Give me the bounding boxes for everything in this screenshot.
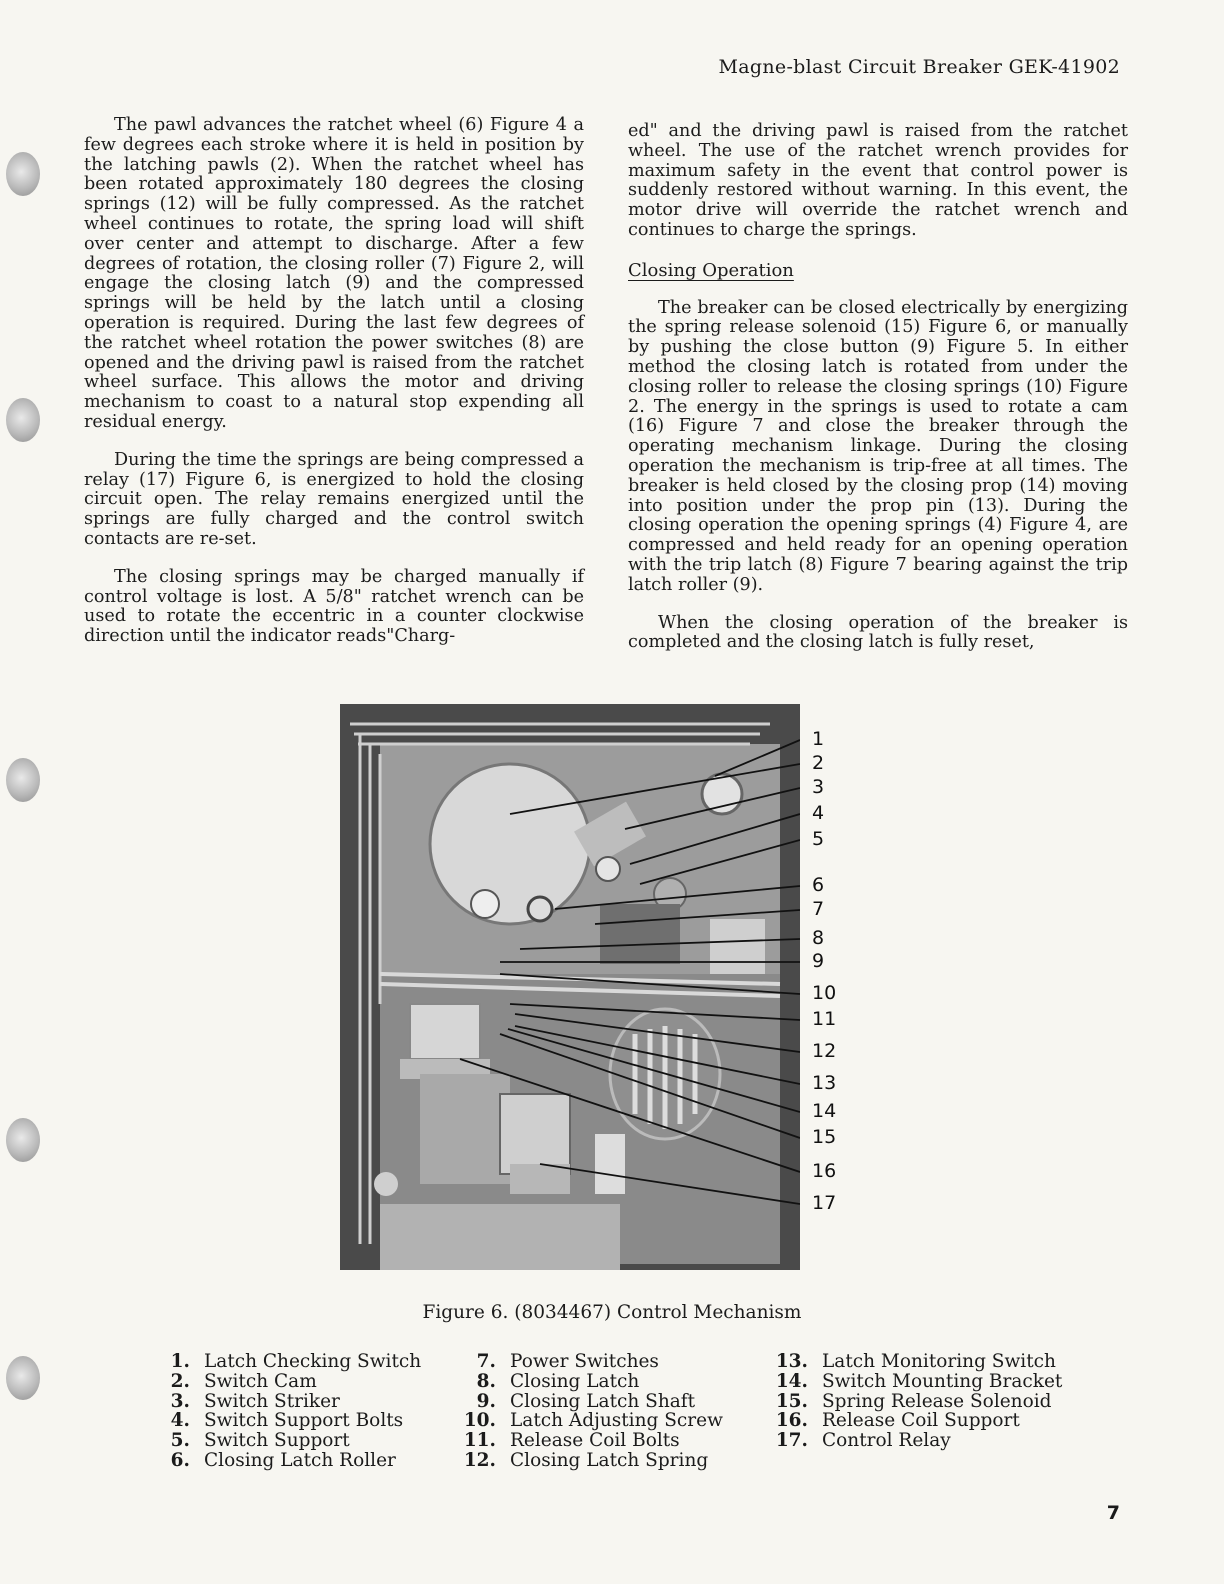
callout-number: 11	[812, 1008, 837, 1030]
callout-number: 13	[812, 1072, 837, 1094]
mechanism-photo	[340, 704, 800, 1270]
binder-hole	[6, 398, 40, 442]
left-column	[84, 116, 584, 665]
legend-item: 13. Latch Monitoring Switch	[775, 1351, 1056, 1372]
binder-hole	[6, 758, 40, 802]
legend-item: 12. Closing Latch Spring	[463, 1449, 709, 1471]
legend-column	[456, 1352, 723, 1471]
legend-item: 11. Release Coil Bolts	[463, 1430, 680, 1452]
binder-hole	[6, 1118, 40, 1162]
legend-column	[160, 1352, 421, 1471]
legend-item: 16. Release Coil Support	[775, 1410, 1020, 1432]
callout-number: 17	[812, 1192, 837, 1214]
callout-number: 9	[812, 950, 825, 972]
legend-item: 9. Closing Latch Shaft	[476, 1390, 696, 1412]
legend-item: 17. Control Relay	[775, 1430, 951, 1452]
right-column	[628, 122, 1128, 671]
callout-number: 2	[812, 752, 825, 774]
callout-number: 4	[812, 802, 825, 824]
callout-number: 5	[812, 828, 825, 850]
legend-item: 15. Spring Release Solenoid	[775, 1390, 1052, 1412]
figure-caption: Figure 6. (8034467) Control Mechanism	[422, 1302, 802, 1323]
page-number: 7	[1106, 1502, 1120, 1524]
paragraph: When the closing operation of the breaker is completed and the closing latch is fully reset,	[628, 612, 1128, 653]
page-header: Magne-blast Circuit Breaker GEK-41902	[718, 56, 1120, 78]
paragraph: The breaker can be closed electrically by energizing the spring release solenoid (15) Figure 6, or manually by pushing the close button (9) Figure 5. In either method the closing latch is rotated from under the closing roller to release the closing springs (10) Figure 2. The energy in the springs is used to rotate a cam (16) Figure 7 and close the breaker through the operating mechanism linkage. During the closing operation the mechanism is trip-free at all times. The breaker is held closed by the closing prop (14) moving into position under the prop pin (13). During the closing operation the opening springs (4) Figure 4, are compressed and held ready for an opening operation with the trip latch (8) Figure 7 bearing against the trip latch roller (9).	[628, 297, 1128, 595]
legend-item: 8. Closing Latch	[476, 1370, 640, 1392]
callout-number: 10	[812, 982, 837, 1004]
paragraph: The closing springs may be charged manually if control voltage is lost. A 5/8" ratchet wrench can be used to rotate the eccentric in a counter clockwise direction until the indicator reads"Charg-	[84, 566, 584, 647]
callout-number: 12	[812, 1040, 837, 1062]
legend-item: 2. Switch Cam	[170, 1370, 317, 1392]
paragraph: During the time the springs are being compressed a relay (17) Figure 6, is energized to hold the closing circuit open. The relay remains energized until the springs are fully charged and the control switch contacts are re-set.	[84, 449, 584, 549]
legend-item: 3. Switch Striker	[170, 1390, 340, 1412]
legend-item: 4. Switch Support Bolts	[170, 1410, 404, 1432]
binder-hole	[6, 152, 40, 196]
figure-photo	[340, 704, 800, 1270]
legend-item: 1. Latch Checking Switch	[170, 1351, 422, 1372]
binder-hole	[6, 1356, 40, 1400]
callout-number: 6	[812, 874, 825, 896]
callout-number: 16	[812, 1160, 837, 1182]
callout-number: 7	[812, 898, 825, 920]
callout-number: 8	[812, 927, 825, 949]
legend-item: 5. Switch Support	[170, 1430, 350, 1452]
legend-item: 7. Power Switches	[476, 1351, 659, 1372]
callout-number: 14	[812, 1100, 837, 1122]
legend-item: 14. Switch Mounting Bracket	[775, 1370, 1063, 1392]
legend-item: 6. Closing Latch Roller	[170, 1449, 396, 1471]
callout-number: 3	[812, 776, 825, 798]
paragraph: The pawl advances the ratchet wheel (6) Figure 4 a few degrees each stroke where it is held in position by the latching pawls (2). When the ratchet wheel has been rotated approximately 180 degrees the closing springs (12) will be fully compressed. As the ratchet wheel continues to rotate, the spring load will shift over center and attempt to discharge. After a few degrees of rotation, the closing roller (7) Figure 2, will engage the closing latch (9) and the compressed springs will be held by the latch until a closing operation is required. During the last few degrees of the ratchet wheel rotation the power switches (8) are opened and the driving pawl is raised from the ratchet wheel surface. This allows the motor and driving mechanism to coast to a natural stop expending all residual energy.	[84, 115, 584, 432]
callout-number: 15	[812, 1126, 837, 1148]
legend-item: 10. Latch Adjusting Screw	[463, 1410, 723, 1432]
callout-number: 1	[812, 728, 825, 750]
section-heading: Closing Operation	[628, 259, 794, 281]
legend-column	[764, 1352, 1062, 1451]
paragraph-continued: ed" and the driving pawl is raised from the ratchet wheel. The use of the ratchet wrench provides for maximum safety in the event that control power is suddenly restored without warning. In this event, the motor drive will override the ratchet wrench and continues to charge the springs.	[628, 121, 1128, 240]
